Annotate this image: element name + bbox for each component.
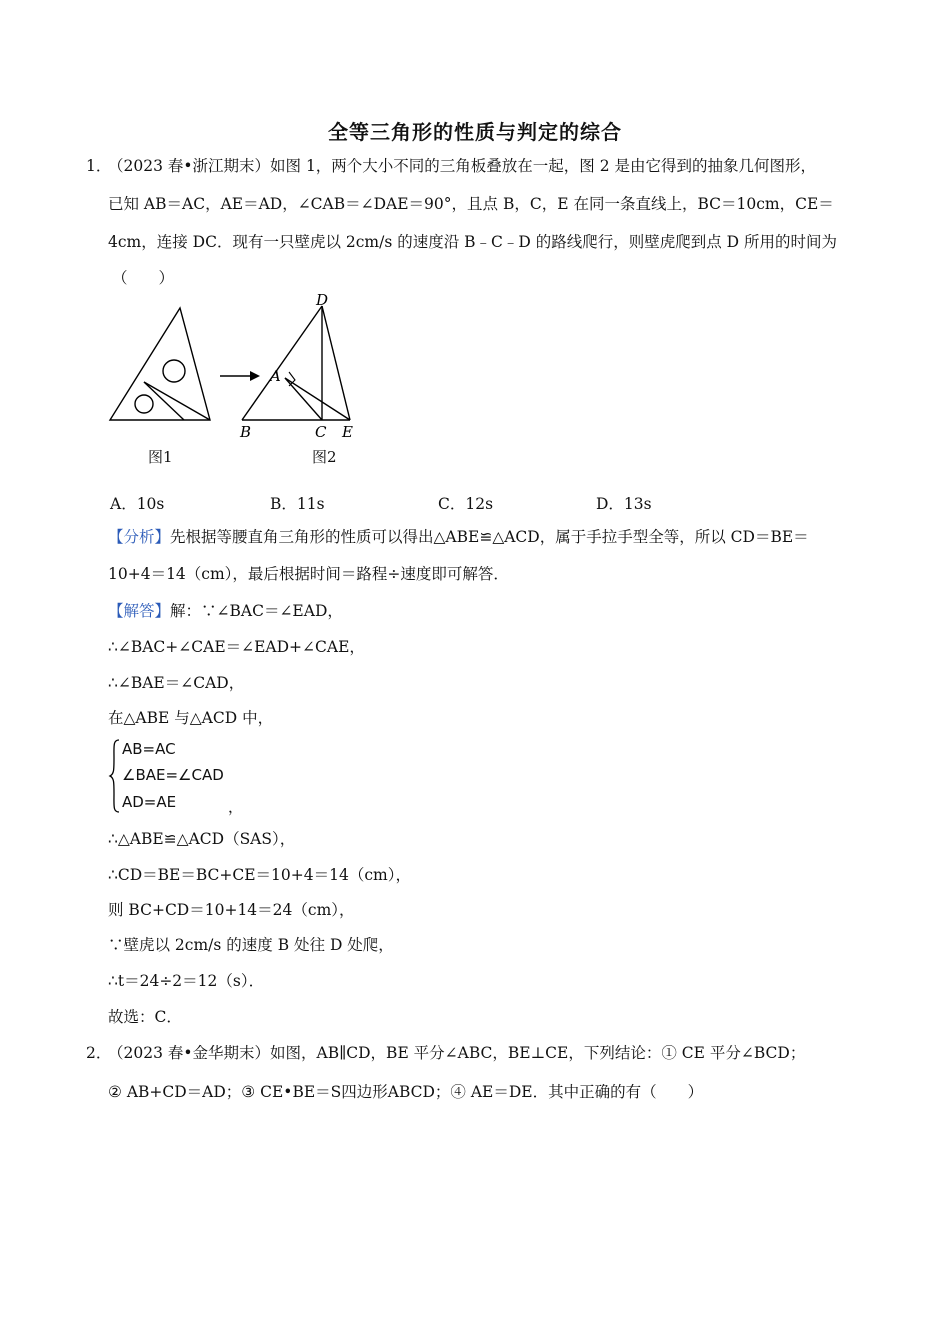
question-2-number: 2． bbox=[86, 1044, 112, 1062]
figure-2-caption: 图2 bbox=[312, 448, 337, 466]
figure-1-caption: 图1 bbox=[148, 448, 173, 466]
equation-line: AB=AC bbox=[122, 740, 176, 758]
figure-2-geometry bbox=[232, 292, 362, 442]
solution-line: 解：∵∠BAC＝∠EAD， bbox=[170, 602, 343, 620]
point-label-c: C bbox=[315, 423, 327, 441]
question-1-number: 1． bbox=[86, 157, 112, 175]
solution-line: ∴△ABE≌△ACD（SAS）， bbox=[108, 830, 296, 848]
question-1-answer-blank: （ ） bbox=[112, 269, 175, 287]
option-c: C．12s bbox=[438, 495, 494, 513]
question-1-line: （2023 春•浙江期末）如图 1，两个大小不同的三角板叠放在一起，图 2 是由它得到的抽象几何图形， bbox=[108, 157, 817, 175]
equation-line: ∠BAE=∠CAD bbox=[122, 766, 224, 784]
question-1-line: 4cm，连接 DC．现有一只壁虎以 2cm/s 的速度沿 B﹣C﹣D 的路线爬行，则壁虎爬到点 D 所用的时间为 bbox=[108, 233, 838, 251]
solution-line: ∴CD＝BE＝BC+CE＝10+4＝14（cm）， bbox=[108, 866, 411, 884]
solution-line: 则 BC+CD＝10+14＝24（cm）， bbox=[108, 901, 355, 919]
solution-line: 在△ABE 与△ACD 中， bbox=[108, 709, 274, 727]
analysis-line: 先根据等腰直角三角形的性质可以得出△ABE≌△ACD，属于手拉手型全等，所以 CD＝BE＝ bbox=[170, 528, 809, 546]
point-label-d: D bbox=[316, 292, 329, 309]
analysis-line: 10+4＝14（cm），最后根据时间＝路程÷速度即可解答． bbox=[108, 565, 509, 583]
point-label-e: E bbox=[342, 423, 353, 441]
equation-system bbox=[108, 738, 248, 814]
question-1-line: 已知 AB＝AC，AE＝AD，∠CAB＝∠DAE＝90°，且点 B，C，E 在同一条直线上，BC＝10cm，CE＝ bbox=[108, 195, 834, 213]
option-d: D．13s bbox=[596, 495, 652, 513]
left-brace-icon bbox=[108, 738, 122, 814]
page-title: 全等三角形的性质与判定的综合 bbox=[328, 120, 622, 144]
figure-1-triangle-boards bbox=[100, 300, 220, 430]
point-label-a: A bbox=[270, 367, 281, 385]
option-a: A．10s bbox=[110, 495, 165, 513]
solution-line: 故选：C． bbox=[108, 1008, 182, 1026]
question-2-line: （2023 春•金华期末）如图，AB∥CD，BE 平分∠ABC，BE⊥CE，下列结论：① CE 平分∠BCD； bbox=[108, 1044, 806, 1062]
option-b: B．11s bbox=[270, 495, 325, 513]
question-2-line: ② AB+CD＝AD；③ CE•BE＝S四边形ABCD；④ AE＝DE．其中正确的有（ ） bbox=[108, 1083, 704, 1101]
solution-line: ∴∠BAE＝∠CAD， bbox=[108, 674, 245, 692]
equation-line: AD=AE bbox=[122, 793, 177, 811]
solution-tag: 【解答】 bbox=[108, 602, 171, 620]
equation-comma: ， bbox=[228, 798, 244, 816]
analysis-tag: 【分析】 bbox=[108, 528, 171, 546]
point-label-b: B bbox=[240, 423, 252, 441]
solution-line: ∵壁虎以 2cm/s 的速度 B 处往 D 处爬， bbox=[108, 936, 394, 954]
solution-line: ∴∠BAC+∠CAE＝∠EAD+∠CAE， bbox=[108, 638, 365, 656]
solution-line: ∴t＝24÷2＝12（s）． bbox=[108, 972, 265, 990]
